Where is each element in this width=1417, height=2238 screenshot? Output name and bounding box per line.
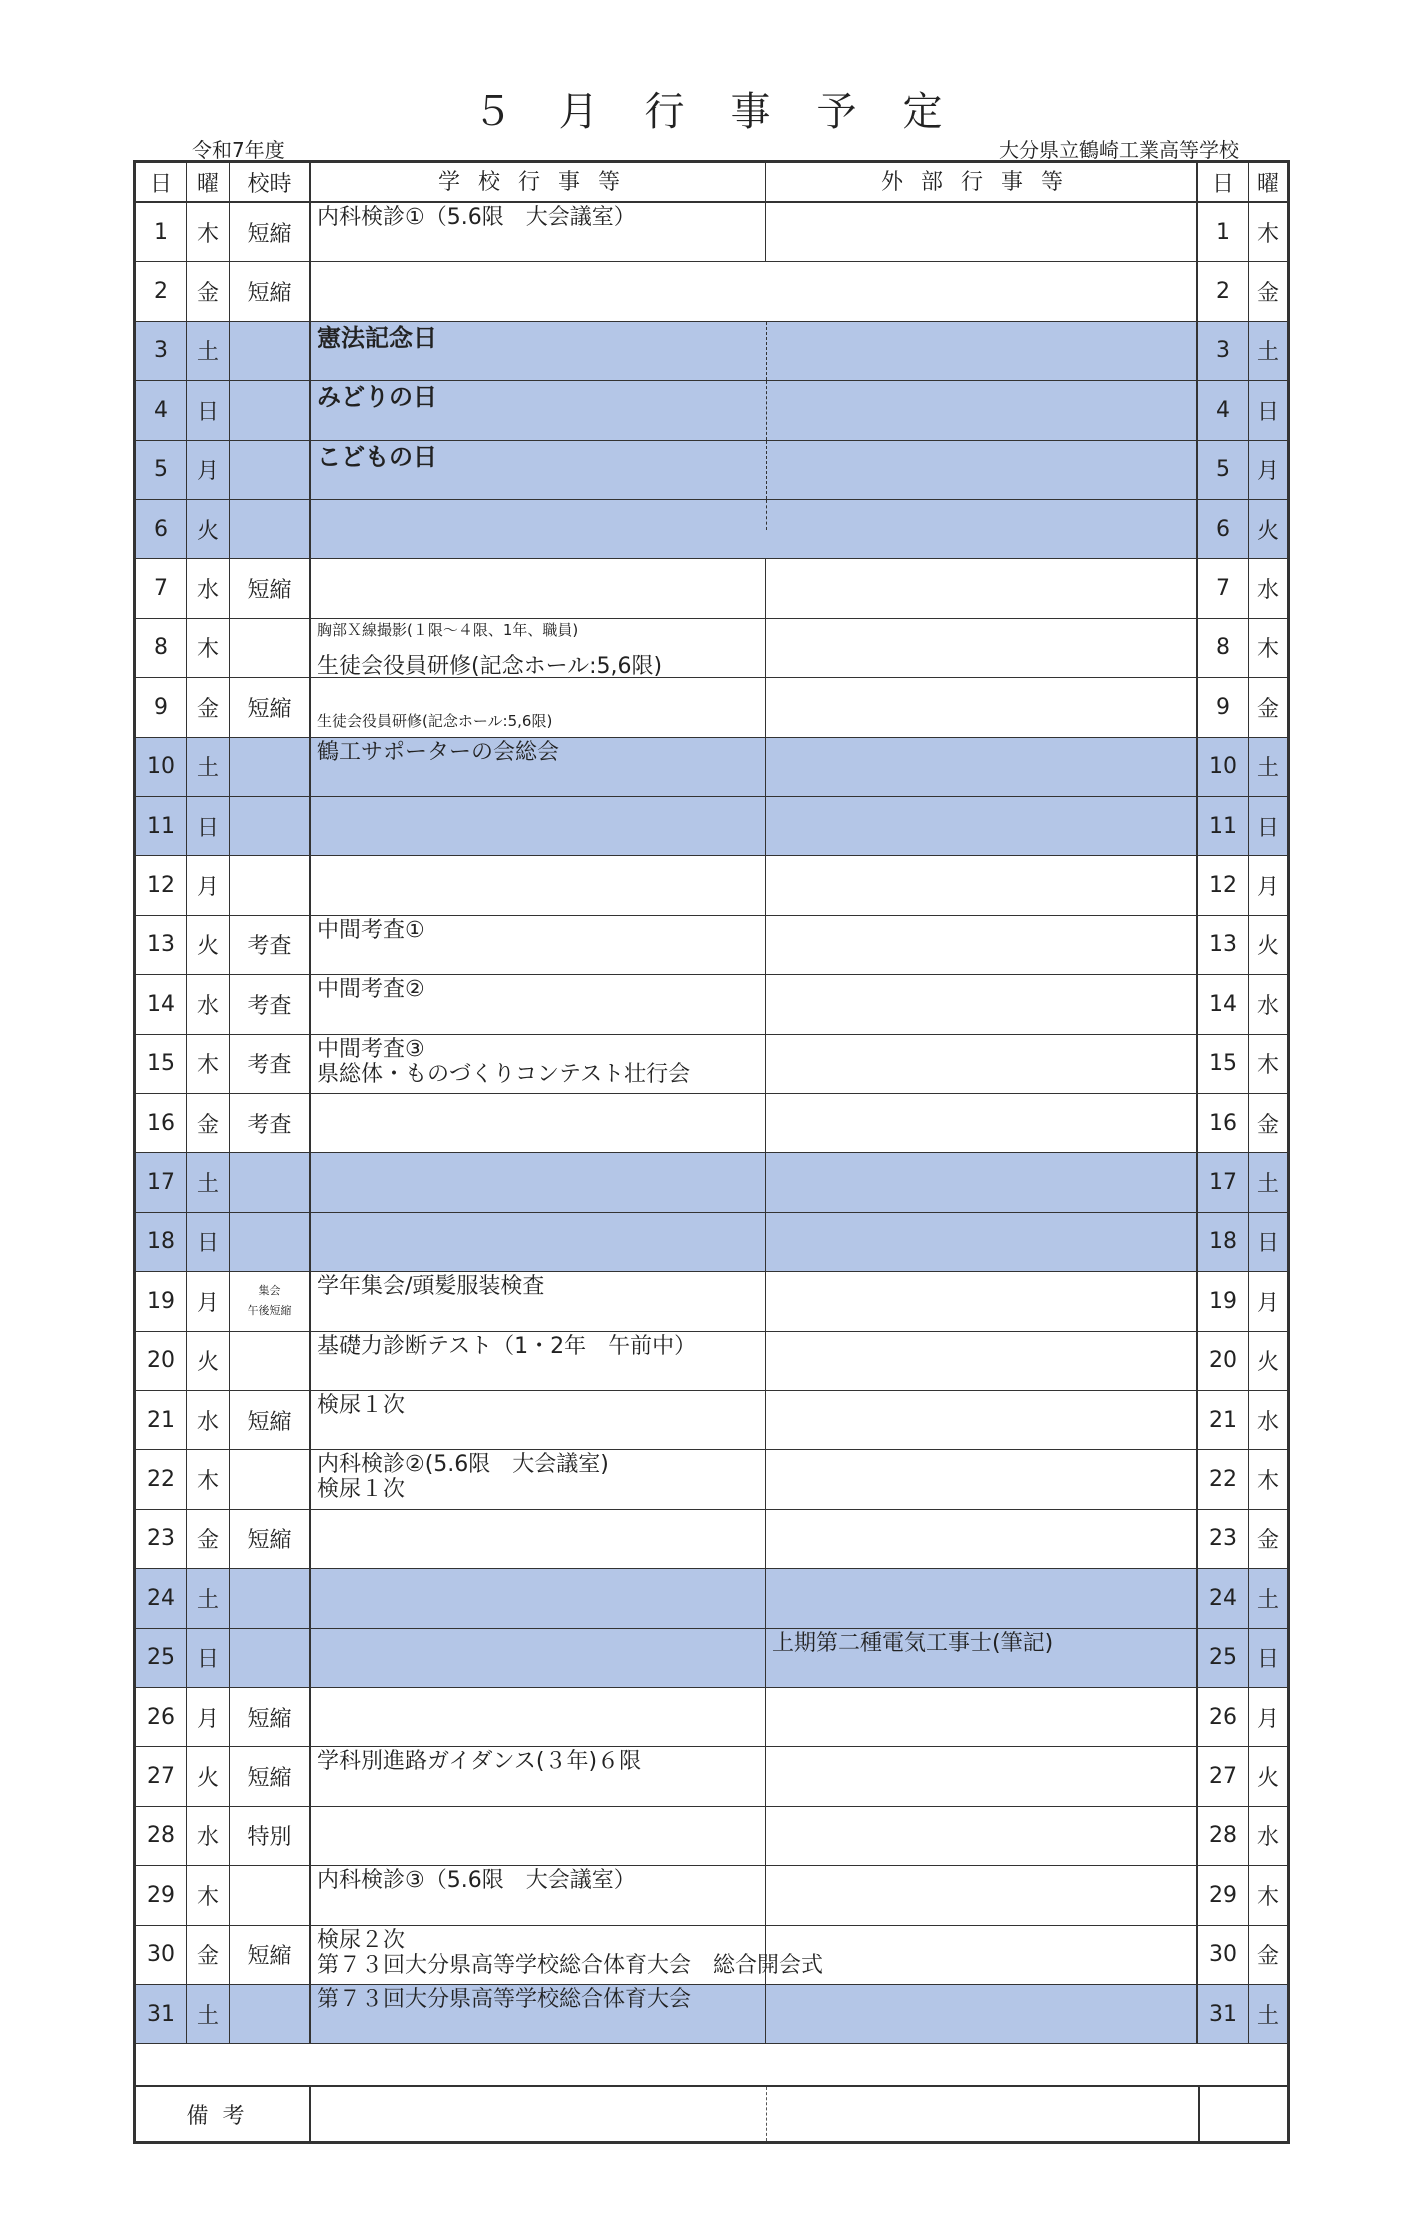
day-cell: 1	[136, 203, 187, 261]
weekday-cell-right: 月	[1256, 1706, 1279, 1732]
day-cell-right: 19	[1198, 1272, 1249, 1330]
school-event: 中間考査③	[317, 1036, 425, 1062]
weekday-cell-right: 土	[1256, 1587, 1279, 1613]
title-char: 行	[644, 89, 687, 135]
day-cell: 11	[136, 797, 187, 855]
school-hours-cell	[230, 619, 311, 677]
header-school-events: 学校行事等	[311, 163, 766, 201]
weekday-cell: 水	[187, 559, 230, 617]
weekday-cell: 月	[187, 1688, 230, 1746]
school-events-cell	[311, 1926, 824, 1984]
remarks-label: 備考	[136, 2087, 311, 2141]
table-row	[136, 262, 1287, 321]
school-event: 胸部Ｘ線撮影(１限～４限、1年、職員)	[317, 620, 579, 639]
day-cell: 2	[136, 262, 187, 320]
school-events-cell	[311, 738, 766, 796]
school-event: こどもの日	[317, 442, 437, 471]
school-events-cell	[311, 1272, 766, 1330]
day-cell-right: 10	[1198, 738, 1249, 796]
school-event: 検尿２次	[317, 1927, 406, 1953]
table-row	[136, 1926, 1287, 1985]
day-cell-right: 9	[1198, 678, 1249, 736]
header-weekday: 曜	[187, 163, 230, 201]
school-event: 内科検診②(5.6限 大会議室)	[317, 1452, 609, 1478]
school-event: 学年集会/頭髪服装検査	[317, 1274, 545, 1300]
school-event: 鶴工サポーターの会総会	[317, 739, 560, 765]
weekday-cell: 火	[187, 1747, 230, 1805]
weekday-cell-right: 月	[1256, 875, 1279, 901]
school-events-cell	[311, 797, 766, 855]
weekday-cell-right: 木	[1256, 1053, 1279, 1079]
header-day-right: 日	[1198, 163, 1249, 201]
day-cell: 28	[136, 1807, 187, 1865]
weekday-cell-right: 火	[1256, 1350, 1279, 1376]
school-hours-note: 午後短縮	[247, 1304, 292, 1318]
day-cell: 4	[136, 381, 187, 439]
weekday-cell: 火	[187, 1332, 230, 1390]
day-cell-right: 11	[1198, 797, 1249, 855]
school-hours-cell	[230, 797, 311, 855]
day-cell-right: 20	[1198, 1332, 1249, 1390]
school-events-cell	[311, 381, 766, 439]
external-events-cell	[766, 1688, 1198, 1746]
external-events-cell	[766, 500, 1198, 558]
school-hours-cell	[230, 1213, 311, 1271]
external-events-cell	[766, 1332, 1198, 1390]
table-row	[136, 916, 1287, 975]
school-hours-cell	[230, 441, 311, 499]
school-events-cell	[311, 1866, 766, 1924]
weekday-cell: 金	[187, 1094, 230, 1152]
header-external-events: 外部行事等	[766, 163, 1198, 201]
external-events-cell	[766, 1450, 1198, 1508]
table-row	[136, 381, 1287, 440]
school-event: 内科検診①（5.6限 大会議室）	[317, 205, 636, 230]
day-cell: 17	[136, 1153, 187, 1211]
weekday-cell-right: 金	[1256, 281, 1279, 307]
day-cell: 25	[136, 1629, 187, 1687]
school-hours-cell	[230, 381, 311, 439]
school-hours-cell: 短縮	[230, 1510, 311, 1568]
day-cell-right: 16	[1198, 1094, 1249, 1152]
school-hours-cell: 短縮	[230, 1926, 311, 1984]
school-hours-cell	[230, 1629, 311, 1687]
school-events-cell	[311, 916, 766, 974]
table-row	[136, 1569, 1287, 1628]
weekday-cell: 水	[187, 1391, 230, 1449]
table-row	[136, 1747, 1287, 1806]
school-hours-cell	[230, 738, 311, 796]
school-events-cell	[311, 1985, 766, 2043]
external-events-cell	[766, 1153, 1198, 1211]
day-cell-right: 31	[1198, 1985, 1249, 2043]
school-hours-cell: 短縮	[230, 1747, 311, 1805]
day-cell: 5	[136, 441, 187, 499]
table-row	[136, 1391, 1287, 1450]
weekday-cell-right: 水	[1256, 1409, 1279, 1435]
table-row	[136, 678, 1287, 737]
day-cell: 21	[136, 1391, 187, 1449]
weekday-cell: 金	[187, 678, 230, 736]
school-hours-cell: 考査	[230, 1035, 311, 1093]
school-hours-cell: 考査	[230, 1094, 311, 1152]
weekday-cell: 木	[187, 1450, 230, 1508]
external-events-cell	[766, 559, 1198, 617]
day-cell-right: 18	[1198, 1213, 1249, 1271]
day-cell: 7	[136, 559, 187, 617]
table-row	[136, 619, 1287, 678]
school-events-cell	[311, 262, 766, 320]
school-events-cell	[311, 500, 766, 558]
school-event: 第７３回大分県高等学校総合体育大会	[317, 1987, 692, 2012]
weekday-cell: 日	[187, 797, 230, 855]
weekday-cell: 火	[187, 916, 230, 974]
weekday-cell-right: 水	[1256, 578, 1279, 604]
school-events-cell	[311, 322, 766, 380]
school-hours-cell	[230, 1450, 311, 1508]
school-events-cell	[311, 441, 766, 499]
day-cell: 18	[136, 1213, 187, 1271]
header-weekday-right: 曜	[1256, 171, 1279, 197]
external-events-cell	[766, 1866, 1198, 1924]
day-cell-right: 1	[1198, 203, 1249, 261]
external-events-cell	[766, 1094, 1198, 1152]
day-cell-right: 23	[1198, 1510, 1249, 1568]
day-cell-right: 26	[1198, 1688, 1249, 1746]
table-row	[136, 1272, 1287, 1331]
table-row	[136, 1985, 1287, 2044]
external-events-cell	[766, 1807, 1198, 1865]
day-cell: 8	[136, 619, 187, 677]
school-events-cell	[311, 1688, 766, 1746]
school-hours-cell	[230, 1332, 311, 1390]
school-hours-cell	[230, 1153, 311, 1211]
weekday-cell-right: 火	[1256, 934, 1279, 960]
day-cell: 3	[136, 322, 187, 380]
day-cell: 23	[136, 1510, 187, 1568]
weekday-cell-right: 金	[1256, 1528, 1279, 1554]
title-char: ５	[472, 89, 515, 135]
school-events-cell	[311, 1569, 766, 1627]
school-hours-cell: 短縮	[230, 559, 311, 617]
school-events-cell	[311, 1807, 766, 1865]
weekday-cell-right: 日	[1256, 1231, 1279, 1257]
table-row	[136, 1629, 1287, 1688]
external-events-cell	[766, 1035, 1198, 1093]
school-event: 憲法記念日	[317, 323, 437, 352]
school-name: 大分県立鶴崎工業高等学校	[999, 138, 1239, 162]
day-cell-right: 8	[1198, 619, 1249, 677]
external-events-cell	[766, 678, 1198, 736]
weekday-cell: 火	[187, 500, 230, 558]
day-cell: 13	[136, 916, 187, 974]
school-hours-cell: 短縮	[230, 262, 311, 320]
day-cell: 27	[136, 1747, 187, 1805]
schedule-table	[133, 160, 1290, 2144]
weekday-cell-right: 土	[1256, 340, 1279, 366]
external-events-cell	[766, 1510, 1198, 1568]
table-row	[136, 322, 1287, 381]
external-events-cell	[766, 1272, 1198, 1330]
external-events-cell	[766, 797, 1198, 855]
day-cell: 30	[136, 1926, 187, 1984]
fiscal-year: 令和7年度	[192, 138, 285, 162]
title-char: 定	[902, 89, 945, 135]
weekday-cell: 土	[187, 1985, 230, 2043]
weekday-cell-right: 日	[1256, 1647, 1279, 1673]
day-cell: 26	[136, 1688, 187, 1746]
school-event: 第７３回大分県高等学校総合体育大会 総合開会式	[317, 1952, 824, 1978]
day-cell-right: 2	[1198, 262, 1249, 320]
table-row	[136, 738, 1287, 797]
title-char: 月	[558, 89, 601, 135]
table-row	[136, 500, 1287, 559]
day-cell-right: 22	[1198, 1450, 1249, 1508]
day-cell: 31	[136, 1985, 187, 2043]
external-events-cell: 上期第二種電気工事士(筆記)	[766, 1629, 1198, 1687]
school-events-cell	[311, 1391, 766, 1449]
day-cell-right: 13	[1198, 916, 1249, 974]
day-cell-right: 21	[1198, 1391, 1249, 1449]
day-cell-right: 6	[1198, 500, 1249, 558]
weekday-cell-right: 土	[1256, 756, 1279, 782]
weekday-cell: 木	[187, 203, 230, 261]
day-cell-right: 7	[1198, 559, 1249, 617]
table-row	[136, 203, 1287, 262]
day-cell: 15	[136, 1035, 187, 1093]
weekday-cell: 月	[187, 441, 230, 499]
title-char: 事	[730, 89, 773, 135]
school-event: 中間考査②	[317, 977, 425, 1003]
header-school-hours: 校時	[230, 163, 311, 201]
school-events-cell	[311, 1450, 766, 1508]
school-hours-cell: 短縮	[230, 1688, 311, 1746]
day-cell-right: 30	[1198, 1926, 1249, 1984]
day-cell-right: 3	[1198, 322, 1249, 380]
day-cell: 29	[136, 1866, 187, 1924]
header-day: 日	[136, 163, 187, 201]
table-row	[136, 1035, 1287, 1094]
school-hours-cell	[230, 1866, 311, 1924]
weekday-cell-right: 木	[1256, 1469, 1279, 1495]
school-events-cell	[311, 1510, 766, 1568]
school-events-cell	[311, 1332, 766, 1390]
day-cell: 6	[136, 500, 187, 558]
external-events-cell	[766, 1747, 1198, 1805]
school-events-cell	[311, 619, 766, 677]
table-row	[136, 1153, 1287, 1212]
external-events-cell	[766, 1985, 1198, 2043]
weekday-cell-right: 木	[1256, 1884, 1279, 1910]
table-row	[136, 1450, 1287, 1509]
school-hours-cell	[230, 500, 311, 558]
school-hours-cell	[230, 1569, 311, 1627]
school-hours-cell: 考査	[230, 916, 311, 974]
school-hours-note: 集会	[258, 1284, 281, 1298]
weekday-cell: 金	[187, 1926, 230, 1984]
day-cell-right: 4	[1198, 381, 1249, 439]
table-row	[136, 856, 1287, 915]
table-row	[136, 797, 1287, 856]
weekday-cell: 日	[187, 1629, 230, 1687]
school-hours-cell	[230, 322, 311, 380]
weekday-cell-right: 水	[1256, 993, 1279, 1019]
weekday-cell-right: 金	[1256, 1944, 1279, 1970]
remarks-row	[136, 2085, 1287, 2141]
school-event: 中間考査①	[317, 917, 425, 943]
school-hours-cell	[230, 856, 311, 914]
weekday-cell-right: 月	[1256, 1290, 1279, 1316]
day-cell-right: 24	[1198, 1569, 1249, 1627]
day-cell: 9	[136, 678, 187, 736]
day-cell: 12	[136, 856, 187, 914]
external-events-cell	[766, 619, 1198, 677]
day-cell-right: 25	[1198, 1629, 1249, 1687]
weekday-cell: 日	[187, 1213, 230, 1271]
day-cell: 14	[136, 975, 187, 1033]
day-cell-right: 12	[1198, 856, 1249, 914]
external-events-cell	[766, 1569, 1198, 1627]
weekday-cell-right: 火	[1256, 518, 1279, 544]
external-events-cell	[766, 738, 1198, 796]
weekday-cell: 金	[187, 262, 230, 320]
day-cell-right: 29	[1198, 1866, 1249, 1924]
weekday-cell: 木	[187, 619, 230, 677]
external-events-cell	[766, 203, 1198, 261]
weekday-cell: 金	[187, 1510, 230, 1568]
school-event: みどりの日	[317, 383, 437, 412]
table-row	[136, 1866, 1287, 1925]
weekday-cell: 土	[187, 1153, 230, 1211]
weekday-cell-right: 金	[1256, 1112, 1279, 1138]
day-cell: 19	[136, 1272, 187, 1330]
day-cell-right: 17	[1198, 1153, 1249, 1211]
school-event: 学科別進路ガイダンス(３年)６限	[317, 1749, 642, 1775]
weekday-cell: 月	[187, 1272, 230, 1330]
weekday-cell-right: 日	[1256, 399, 1279, 425]
table-row	[136, 1213, 1287, 1272]
external-events-cell	[766, 856, 1198, 914]
school-hours-cell: 特別	[230, 1807, 311, 1865]
school-event: 検尿１次	[317, 1477, 406, 1503]
school-hours-cell: 短縮	[230, 1391, 311, 1449]
weekday-cell: 木	[187, 1866, 230, 1924]
school-events-cell	[311, 1153, 766, 1211]
day-cell-right: 5	[1198, 441, 1249, 499]
external-events-cell	[766, 322, 1198, 380]
day-cell: 16	[136, 1094, 187, 1152]
weekday-cell-right: 木	[1256, 221, 1279, 247]
table-row	[136, 1807, 1287, 1866]
day-cell: 22	[136, 1450, 187, 1508]
school-events-cell	[311, 1747, 766, 1805]
weekday-cell-right: 火	[1256, 1766, 1279, 1792]
external-events-cell	[766, 1213, 1198, 1271]
weekday-cell: 木	[187, 1035, 230, 1093]
weekday-cell: 土	[187, 322, 230, 380]
external-events-cell	[766, 1926, 1198, 1984]
school-event: 県総体・ものづくりコンテスト壮行会	[317, 1061, 691, 1087]
weekday-cell: 水	[187, 1807, 230, 1865]
external-events-cell	[766, 1391, 1198, 1449]
day-cell: 20	[136, 1332, 187, 1390]
weekday-cell-right: 土	[1256, 1172, 1279, 1198]
external-events-cell	[766, 975, 1198, 1033]
school-hours-cell: 考査	[230, 975, 311, 1033]
school-event: 生徒会役員研修(記念ホール:5,6限)	[317, 712, 553, 731]
weekday-cell-right: 月	[1256, 459, 1279, 485]
weekday-cell-right: 土	[1256, 2003, 1279, 2029]
table-row	[136, 1510, 1287, 1569]
school-event: 検尿１次	[317, 1393, 406, 1418]
school-hours-cell	[230, 1272, 311, 1330]
day-cell-right: 14	[1198, 975, 1249, 1033]
external-events-cell	[766, 262, 1198, 320]
school-events-cell	[311, 1629, 766, 1687]
school-events-cell	[311, 856, 766, 914]
day-cell-right: 27	[1198, 1747, 1249, 1805]
day-cell: 10	[136, 738, 187, 796]
table-row	[136, 975, 1287, 1034]
day-cell-right: 28	[1198, 1807, 1249, 1865]
school-events-cell	[311, 559, 766, 617]
school-events-cell	[311, 678, 766, 736]
external-events-cell	[766, 381, 1198, 439]
page-title	[0, 80, 1417, 137]
school-event: 生徒会役員研修(記念ホール:5,6限)	[317, 653, 663, 679]
weekday-cell-right: 水	[1256, 1825, 1279, 1851]
weekday-cell: 土	[187, 1569, 230, 1627]
school-hours-cell	[230, 1985, 311, 2043]
school-events-cell	[311, 975, 766, 1033]
school-hours-cell: 短縮	[230, 203, 311, 261]
day-cell: 24	[136, 1569, 187, 1627]
weekday-cell: 水	[187, 975, 230, 1033]
external-events-cell	[766, 441, 1198, 499]
table-row	[136, 1094, 1287, 1153]
weekday-cell-right: 木	[1256, 637, 1279, 663]
weekday-cell-right: 日	[1256, 815, 1279, 841]
weekday-cell-right: 金	[1256, 696, 1279, 722]
table-row	[136, 559, 1287, 618]
table-row	[136, 1332, 1287, 1391]
school-hours-cell: 短縮	[230, 678, 311, 736]
table-row	[136, 1688, 1287, 1747]
day-cell-right: 15	[1198, 1035, 1249, 1093]
title-char: 予	[816, 89, 859, 135]
school-events-cell	[311, 1213, 766, 1271]
school-events-cell	[311, 1094, 766, 1152]
school-event: 基礎力診断テスト（1・2年 午前中）	[317, 1333, 697, 1359]
table-row	[136, 441, 1287, 500]
school-events-cell	[311, 1035, 766, 1093]
school-event: 内科検診③（5.6限 大会議室）	[317, 1868, 636, 1894]
school-events-cell	[311, 203, 766, 261]
table-header	[136, 163, 1287, 203]
weekday-cell: 月	[187, 856, 230, 914]
weekday-cell: 土	[187, 738, 230, 796]
external-events-cell	[766, 916, 1198, 974]
weekday-cell: 日	[187, 381, 230, 439]
